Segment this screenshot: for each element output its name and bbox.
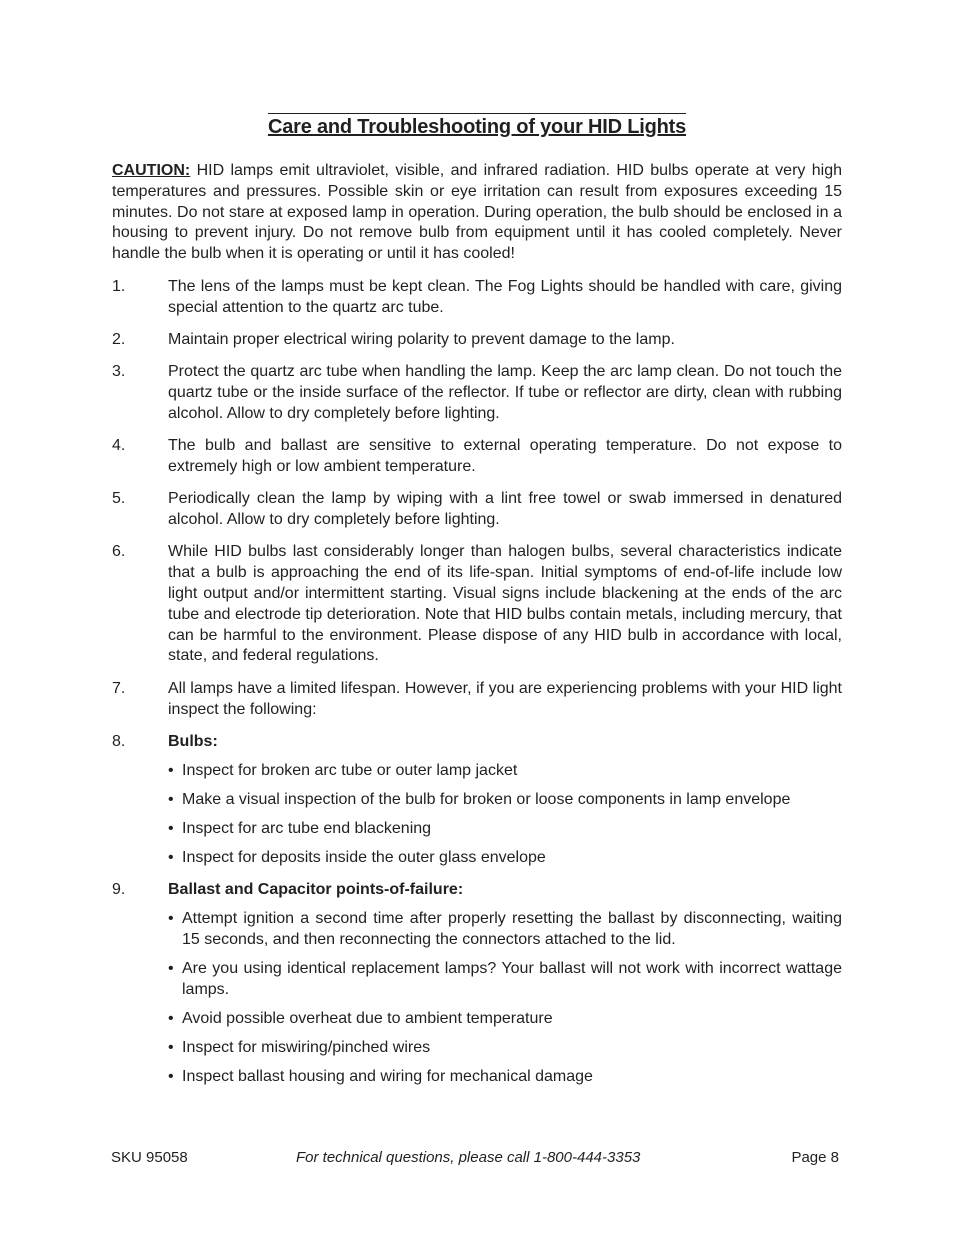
instruction-list: [112, 277, 842, 753]
caution-text: HID lamps emit ultraviolet, visible, and infrared radiation. HID bulbs operate at very high temperatures and pressures. Possible skin or eye irritation can result from exposures exceeding 15 minutes. Do not stare at exposed lamp in operation. During operation, the bulb should be enclosed in a housing to prevent injury. Do not remove bulb from equipment until it has cooled completely. Never handle the bulb when it is operating or until it has cooled!: [112, 162, 842, 263]
bullet-icon: •: [168, 849, 174, 867]
bullet-item: [112, 819, 842, 840]
bullet-text: Inspect for arc tube end blackening: [182, 820, 432, 838]
bulbs-bullet-list: [112, 761, 842, 869]
bullet-text: Are you using identical replacement lamps? Your ballast will not work with incorrect wattage lamps.: [182, 959, 842, 998]
list-item: [112, 679, 842, 721]
item-text: While HID bulbs last considerably longer than halogen bulbs, several characteristics indicate that a bulb is approaching the end of its life-span. Initial symptoms of end-of-life include low light output and/or intermittent starting. Visual signs include blackening at the ends of the arc tube and electrode tip deterioration. Note that HID bulbs contain metals, including mercury, that can be harmful to the environment. Please dispose of any HID bulb in accordance with local, state, and federal regulations.: [168, 543, 842, 665]
bullet-text: Avoid possible overheat due to ambient temperature: [182, 1009, 553, 1027]
footer-support-text: For technical questions, please call 1-800-444-3353: [296, 1149, 641, 1166]
title-wrapper: [112, 113, 842, 139]
bullet-text: Inspect for broken arc tube or outer lamp jacket: [182, 762, 518, 780]
bullet-icon: •: [168, 791, 174, 809]
list-item: [112, 489, 842, 531]
ballast-bullet-list: [112, 909, 842, 1087]
caution-label: CAUTION:: [112, 162, 191, 179]
bullet-text: Attempt ignition a second time after properly resetting the ballast by disconnecting, waiting 15 seconds, and then reconnecting the connectors attached to the lid.: [182, 910, 842, 948]
bullet-text: Inspect ballast housing and wiring for mechanical damage: [182, 1067, 593, 1085]
item-text: Protect the quartz arc tube when handling the lamp. Keep the arc lamp clean. Do not touch the quartz tube or the inside surface of the reflector. If tube or reflector are dirty, clean with rubbing alcohol. Allow to dry completely before lighting.: [168, 363, 842, 422]
bullet-text: Make a visual inspection of the bulb for broken or loose components in lamp envelope: [182, 791, 791, 809]
item-number: 4.: [112, 437, 126, 455]
list-item: [112, 436, 842, 478]
item-number: 1.: [112, 277, 126, 295]
bullet-item: [112, 959, 842, 1001]
item-text: Maintain proper electrical wiring polarity to prevent damage to the lamp.: [168, 331, 675, 349]
bullet-icon: •: [168, 959, 174, 977]
bullet-text: Inspect for miswiring/pinched wires: [182, 1038, 431, 1056]
bullet-icon: •: [168, 1067, 174, 1085]
item-text: Periodically clean the lamp by wiping with a lint free towel or swab immersed in denatured alcohol. Allow to dry completely before lighting.: [168, 490, 842, 529]
list-item: [112, 330, 842, 351]
bullet-item: [112, 909, 842, 951]
item-text: All lamps have a limited lifespan. However, if you are experiencing problems with your HID light inspect the following:: [168, 679, 842, 718]
bullet-item: [112, 1038, 842, 1059]
bullet-text: Inspect for deposits inside the outer glass envelope: [182, 849, 546, 867]
list-item: [112, 277, 842, 319]
list-item-ballast: [112, 880, 842, 901]
bullet-icon: •: [168, 1009, 174, 1027]
list-item-bulbs: [112, 732, 842, 753]
bullet-item: [112, 790, 842, 811]
item-text: The lens of the lamps must be kept clean. The Fog Lights should be handled with care, giving special attention to the quartz arc tube.: [168, 277, 842, 316]
page-title: Care and Troubleshooting of your HID Lights: [268, 113, 686, 139]
page-content: [112, 113, 842, 1099]
bullet-icon: •: [168, 910, 174, 928]
list-item: [112, 362, 842, 424]
item-number: 5.: [112, 490, 126, 508]
item-number: 2.: [112, 331, 126, 349]
bullet-item: [112, 1067, 842, 1088]
instruction-list-continued: [112, 880, 842, 901]
item-number: 6.: [112, 543, 126, 561]
bulbs-heading: Bulbs:: [168, 732, 218, 750]
list-item: [112, 542, 842, 667]
item-number: 9.: [112, 880, 126, 898]
footer-page-number: Page 8: [791, 1149, 839, 1166]
bullet-item: [112, 848, 842, 869]
item-number: 7.: [112, 679, 126, 697]
footer-sku: SKU 95058: [111, 1149, 188, 1166]
ballast-heading: Ballast and Capacitor points-of-failure:: [168, 880, 464, 898]
bullet-icon: •: [168, 762, 174, 780]
bullet-item: [112, 1009, 842, 1030]
caution-paragraph: [112, 161, 842, 265]
item-number: 8.: [112, 732, 126, 750]
item-text: The bulb and ballast are sensitive to external operating temperature. Do not expose to extremely high or low ambient temperature.: [168, 437, 842, 476]
bullet-icon: •: [168, 1038, 174, 1056]
item-number: 3.: [112, 363, 126, 381]
bullet-icon: •: [168, 820, 174, 838]
bullet-item: [112, 761, 842, 782]
